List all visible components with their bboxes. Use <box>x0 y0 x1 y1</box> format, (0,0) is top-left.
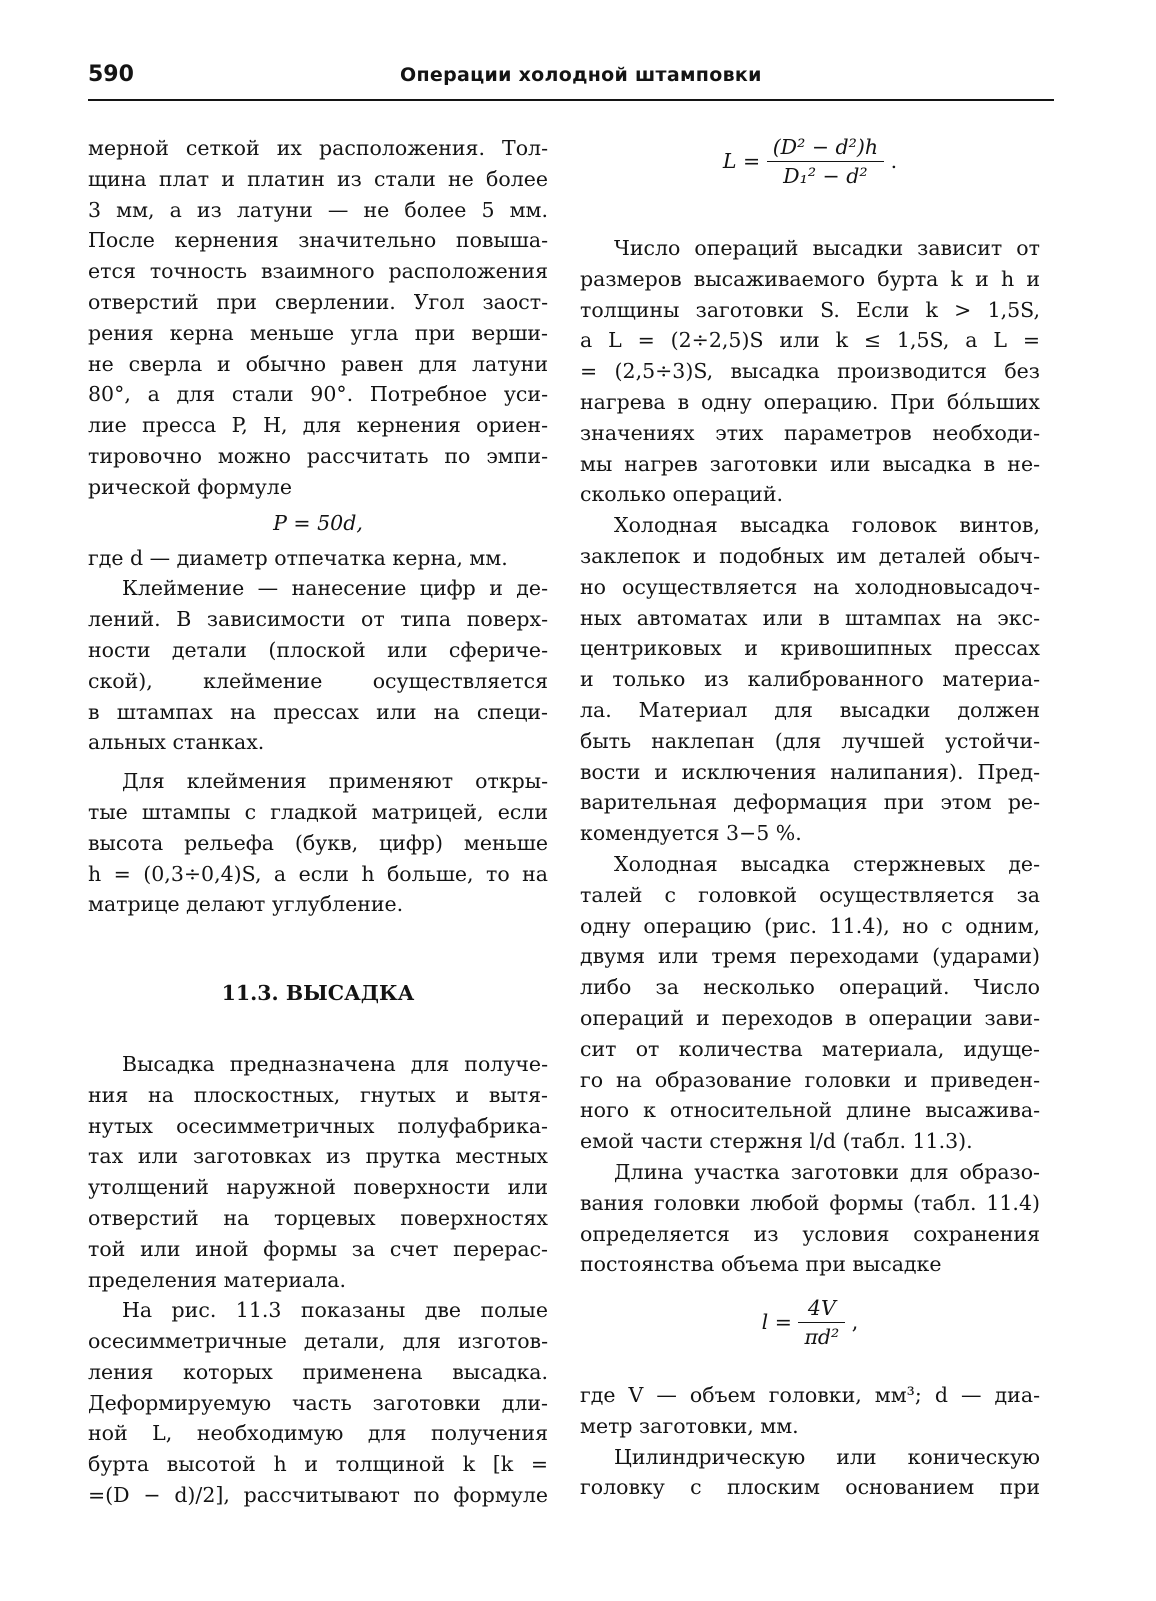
text-line: центриковых и кривошипных прессах <box>580 636 1040 661</box>
text-line: значениях этих параметров необходи- <box>580 420 1040 445</box>
formula-L <box>580 133 1040 233</box>
formula-l-numerator: 4V <box>798 1294 845 1323</box>
text-line: Холодная высадка головок винтов, <box>614 513 1040 538</box>
text-line: головку с плоским основанием при <box>580 1475 1040 1500</box>
paragraph-kernenie <box>88 133 548 503</box>
text-line: отверстий на торцевых поверхностях <box>88 1205 548 1230</box>
text-line: = (2,5÷3)S, высадка производится без <box>580 359 1040 384</box>
text-line: Число операций высадки зависит от <box>614 236 1040 260</box>
text-line: Цилиндрическую или коническую <box>614 1444 1040 1469</box>
paragraph-last <box>580 1442 1040 1504</box>
right-column <box>580 133 1040 1503</box>
paragraph-cold-heading <box>580 510 1040 849</box>
text-line: мерной сеткой их расположения. Тол- <box>88 136 548 160</box>
text-line: тировочно можно рассчитать по эмпи- <box>88 443 548 468</box>
text-line: утолщений наружной поверхности или <box>88 1175 548 1200</box>
text-line: той или иной формы за счет перерас- <box>88 1236 548 1261</box>
text-line: сколько операций. <box>580 482 783 507</box>
text-line: 3 мм, а из латуни — не более 5 мм. <box>88 197 548 222</box>
running-title: Операции холодной штамповки <box>400 64 762 86</box>
text-line: вости и исключения налипания). Пред- <box>580 759 1040 784</box>
text-line: ного к относительной длине высажива- <box>580 1098 1040 1123</box>
formula-L-lhs: L = <box>722 149 761 174</box>
text-line: го на образование головки и приведен- <box>580 1067 1040 1092</box>
formula-l-trail: , <box>851 1310 859 1335</box>
text-line: ности детали (плоской или сфериче- <box>88 637 548 662</box>
text-line: ется точность взаимного расположения <box>88 259 548 284</box>
text-line: высота рельефа (букв, цифр) меньше <box>88 830 548 855</box>
text-line: осесимметричные детали, для изготов- <box>88 1329 548 1354</box>
text-line: размеров высаживаемого бурта k и h и <box>580 266 1040 291</box>
text-line: и только из калиброванного материа- <box>580 667 1040 692</box>
text-line: матрице делают углубление. <box>88 892 404 917</box>
formula-L-numerator: (D² − d²)h <box>767 133 884 162</box>
text-line: тые штампы с гладкой матрицей, если <box>88 799 548 824</box>
left-column <box>88 133 548 1511</box>
paragraph-klejmenie <box>88 573 548 758</box>
text-line: где V — объем головки, мм³; d — диа- <box>580 1383 1040 1408</box>
text-line: варительная деформация при этом ре- <box>580 790 1040 815</box>
text-line: Клеймение — нанесение цифр и де- <box>122 576 548 601</box>
paragraph-figure <box>88 1295 548 1511</box>
text-line: ла. Материал для высадки должен <box>580 697 1040 722</box>
text-line: пределения материала. <box>88 1267 347 1292</box>
formula-l-denominator: πd² <box>804 1325 840 1350</box>
text-line: бурта высотой h и толщиной k [k = <box>88 1452 548 1477</box>
text-line: Длина участка заготовки для образо- <box>614 1159 1040 1184</box>
text-line: альных станках. <box>88 730 265 755</box>
text-line: нагрева в одну операцию. При бóльших <box>580 389 1040 414</box>
paragraph-where-v <box>580 1380 1040 1442</box>
text-line: не сверла и обычно равен для латуни <box>88 351 548 376</box>
text-line: ных автоматах или в штампах на экс- <box>580 605 1040 630</box>
paragraph-rod-parts <box>580 849 1040 1157</box>
text-line: ной L, необходимую для получения <box>88 1421 548 1446</box>
formula-L-denominator: D₁² − d² <box>783 164 868 188</box>
text-line: h = (0,3÷0,4)S, а если h больше, то на <box>88 861 548 886</box>
text-line: 80°, а для стали 90°. Потребное уси- <box>88 382 548 407</box>
paragraph-vysadka <box>88 1049 548 1295</box>
text-line: На рис. 11.3 показаны две полые <box>122 1298 548 1323</box>
formula-L-trail: . <box>890 149 898 174</box>
text-line: комендуется 3−5 %. <box>580 821 802 846</box>
text-line: двумя или тремя переходами (ударами) <box>580 944 1040 969</box>
text-line: рения керна меньше угла при верши- <box>88 320 548 345</box>
text-line: Деформируемую часть заготовки дли- <box>88 1390 548 1415</box>
page-number: 590 <box>88 62 134 87</box>
text-line: быть наклепан (для лучшей устойчи- <box>580 728 1040 753</box>
text-line: либо за несколько операций. Число <box>580 975 1040 1000</box>
text-line: тах или заготовках из прутка местных <box>88 1144 548 1169</box>
text-line: Высадка предназначена для получе- <box>122 1051 548 1076</box>
paragraph-operations <box>580 233 1040 510</box>
text-line: постоянства объема при высадке <box>580 1252 942 1277</box>
text-line: лие пресса P, Н, для кернения ориен- <box>88 413 548 438</box>
text-line: ния на плоскостных, гнутых и вытя- <box>88 1082 548 1107</box>
text-line: в штампах на прессах или на специ- <box>88 699 548 724</box>
text-line: лений. В зависимости от типа поверх- <box>88 607 548 632</box>
header-rule <box>88 99 1054 101</box>
text-line: мы нагрев заготовки или высадка в не- <box>580 451 1040 476</box>
text-line: определяется из условия сохранения <box>580 1221 1040 1246</box>
text-line: метр заготовки, мм. <box>580 1413 799 1438</box>
text-line: емой части стержня l/d (табл. 11.3). <box>580 1129 973 1154</box>
text-line: сит от количества материала, идуще- <box>580 1036 1040 1061</box>
text-line: =(D − d)/2], рассчитывают по формуле <box>88 1483 548 1508</box>
text-line: вания головки любой формы (табл. 11.4) <box>580 1190 1040 1215</box>
formula-p: P = 50d, <box>273 510 363 535</box>
text-line: ской), клеймение осуществляется <box>88 668 548 693</box>
text-line: нутых осесимметричных полуфабрика- <box>88 1113 548 1138</box>
text-line: Для клеймения применяют откры- <box>122 769 548 794</box>
text-line: операций и переходов в операции зави- <box>580 1005 1040 1030</box>
text-line: одну операцию (рис. 11.4), но с одним, <box>580 913 1040 938</box>
text-line: а L = (2÷2,5)S или k ≤ 1,5S, а L = <box>580 328 1040 353</box>
paragraph-stamps <box>88 766 548 920</box>
text-line: щина плат и платин из стали не более <box>88 166 548 191</box>
text-line: отверстий при сверлении. Угол заост- <box>88 289 548 314</box>
text-line: рической формуле <box>88 474 292 499</box>
section-heading: 11.3. ВЫСАДКА <box>221 981 415 1006</box>
formula-l <box>580 1280 1040 1380</box>
text-line: талей с головкой осуществляется за <box>580 882 1040 907</box>
formula-l-lhs: l = <box>761 1310 792 1335</box>
text-line: ления которых применена высадка. <box>88 1359 548 1384</box>
where-d-line: где d — диаметр отпечатка керна, мм. <box>88 545 508 570</box>
text-line: Холодная высадка стержневых де- <box>614 851 1040 876</box>
text-line: но осуществляется на холодновысадоч- <box>580 574 1040 599</box>
text-line: После кернения значительно повыша- <box>88 228 548 253</box>
text-line: заклепок и подобных им деталей обыч- <box>580 543 1040 568</box>
paragraph-length <box>580 1157 1040 1280</box>
text-line: толщины заготовки S. Если k > 1,5S, <box>580 297 1040 322</box>
